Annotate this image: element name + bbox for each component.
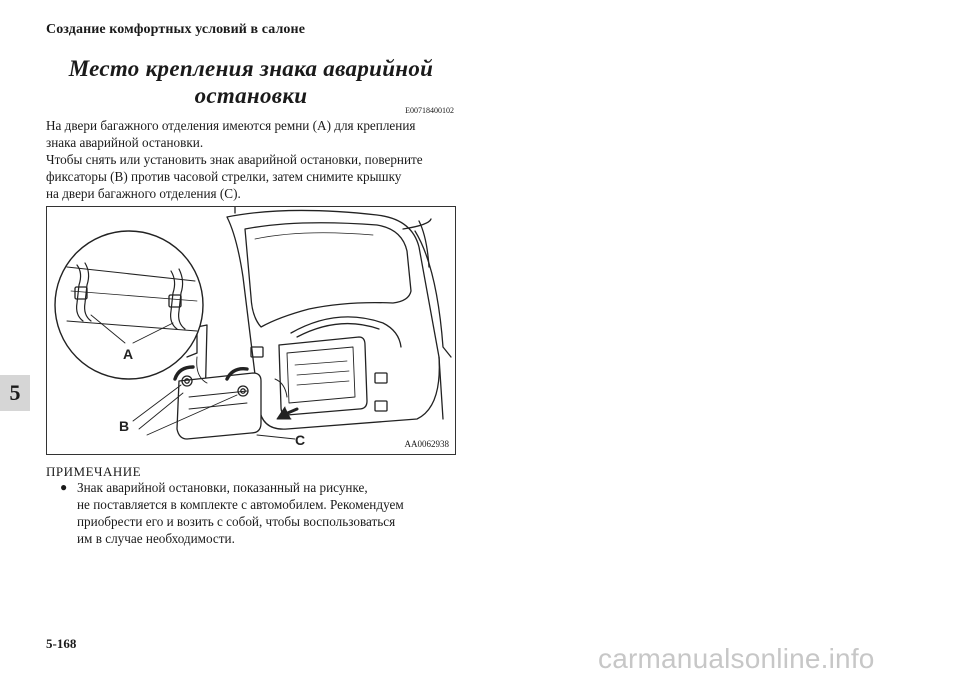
note-line: Знак аварийной остановки, показанный на рисунке, — [77, 480, 368, 495]
note-item — [60, 479, 460, 547]
label-b: B — [119, 418, 130, 434]
section-title-line-2: остановки — [194, 83, 308, 108]
document-code: E00718400102 — [405, 106, 454, 115]
figure-code: AA0062938 — [404, 439, 449, 449]
body-line: знака аварийной остановки. — [46, 135, 204, 150]
body-line: фиксаторы (B) против часовой стрелки, затем снимите крышку — [46, 169, 402, 184]
section-title — [46, 55, 456, 109]
body-line: на двери багажного отделения (C). — [46, 186, 241, 201]
chapter-tab: 5 — [0, 375, 30, 411]
section-title-line-1: Место крепления знака аварийной — [68, 56, 434, 81]
page-number: 5-168 — [46, 636, 77, 651]
note-heading: ПРИМЕЧАНИЕ — [46, 464, 142, 479]
body-line: Чтобы снять или установить знак аварийной остановки, поверните — [46, 152, 423, 167]
body-paragraph — [46, 117, 458, 202]
bullet-icon: ● — [60, 480, 68, 494]
watermark: carmanualsonline.info — [598, 643, 875, 674]
page-header: Создание комфортных условий в салоне — [46, 22, 306, 37]
rear-window — [245, 223, 411, 327]
note-line: им в случае необходимости. — [77, 531, 235, 546]
label-a: A — [123, 346, 134, 362]
note-line: приобрести его и возить с собой, чтобы воспользоваться — [77, 514, 396, 529]
note-line: не поставляется в комплекте с автомобилем. Рекомендуем — [77, 497, 404, 512]
label-c: C — [295, 432, 306, 448]
illustration-figure — [46, 206, 456, 455]
body-line: На двери багажного отделения имеются ремни (A) для крепления — [46, 118, 416, 133]
tailgate-illustration — [47, 207, 456, 455]
